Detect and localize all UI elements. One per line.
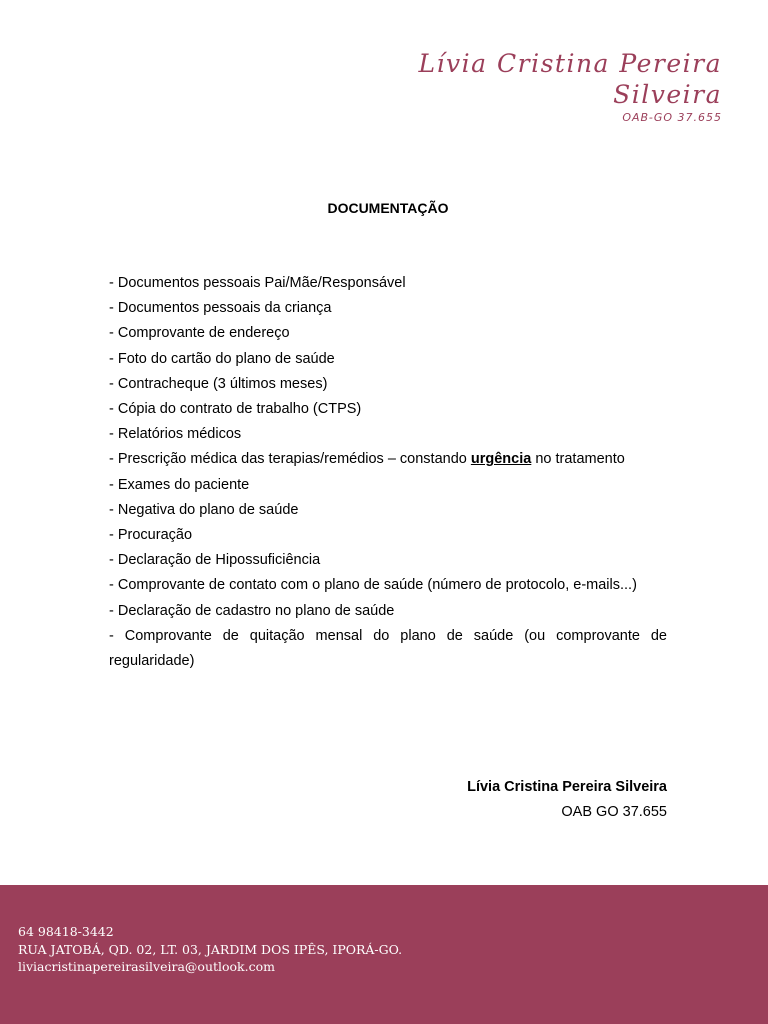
letterhead-name-line-1: Lívia Cristina Pereira xyxy=(418,49,722,78)
list-item-text: no tratamento xyxy=(531,451,625,468)
list-item: - Declaração de Hipossuficiência xyxy=(109,552,321,569)
signature-block xyxy=(467,775,667,825)
list-item: - Declaração de cadastro no plano de saúde xyxy=(109,602,395,619)
urgency-emphasis: urgência xyxy=(470,451,532,468)
document-list xyxy=(109,271,667,674)
letterhead-name-line-2: Silveira xyxy=(613,80,722,109)
footer-phone: 64 98418-3442 xyxy=(18,924,114,939)
list-item: - Negativa do plano de saúde xyxy=(109,501,299,518)
list-item: - Procuração xyxy=(109,527,193,544)
list-item: - Comprovante de quitação mensal do plano de saúde (ou comprovante de regularidade) xyxy=(109,627,667,670)
list-item-text: - Prescrição médica das terapias/remédios – constando xyxy=(109,451,471,468)
list-item: - Exames do paciente xyxy=(109,476,250,493)
list-item: - Comprovante de endereço xyxy=(109,325,290,342)
footer-band xyxy=(0,885,768,1024)
footer-email: liviacristinapereirasilveira@outlook.com xyxy=(18,959,275,974)
list-item: - Contracheque (3 últimos meses) xyxy=(109,375,328,392)
letterhead-oab: OAB-GO 37.655 xyxy=(622,111,722,124)
list-item: - Cópia do contrato de trabalho (CTPS) xyxy=(109,401,362,418)
list-item: - Relatórios médicos xyxy=(109,426,242,443)
signature-name: Lívia Cristina Pereira Silveira xyxy=(467,779,667,795)
list-item: - Foto do cartão do plano de saúde xyxy=(109,350,335,367)
list-item: - Documentos pessoais da criança xyxy=(109,300,332,317)
footer-contact xyxy=(18,923,402,976)
letterhead xyxy=(418,48,722,124)
list-item: - Comprovante de contato com o plano de saúde (número de protocolo, e-mails...) xyxy=(109,577,637,594)
list-item: - Documentos pessoais Pai/Mãe/Responsável xyxy=(109,275,406,291)
document-title: DOCUMENTAÇÃO xyxy=(327,200,449,216)
list-item xyxy=(109,447,667,472)
footer-address: RUA JATOBÁ, QD. 02, LT. 03, JARDIM DOS IPÊS, IPORÁ-GO. xyxy=(18,941,403,957)
signature-oab: OAB GO 37.655 xyxy=(561,804,667,820)
